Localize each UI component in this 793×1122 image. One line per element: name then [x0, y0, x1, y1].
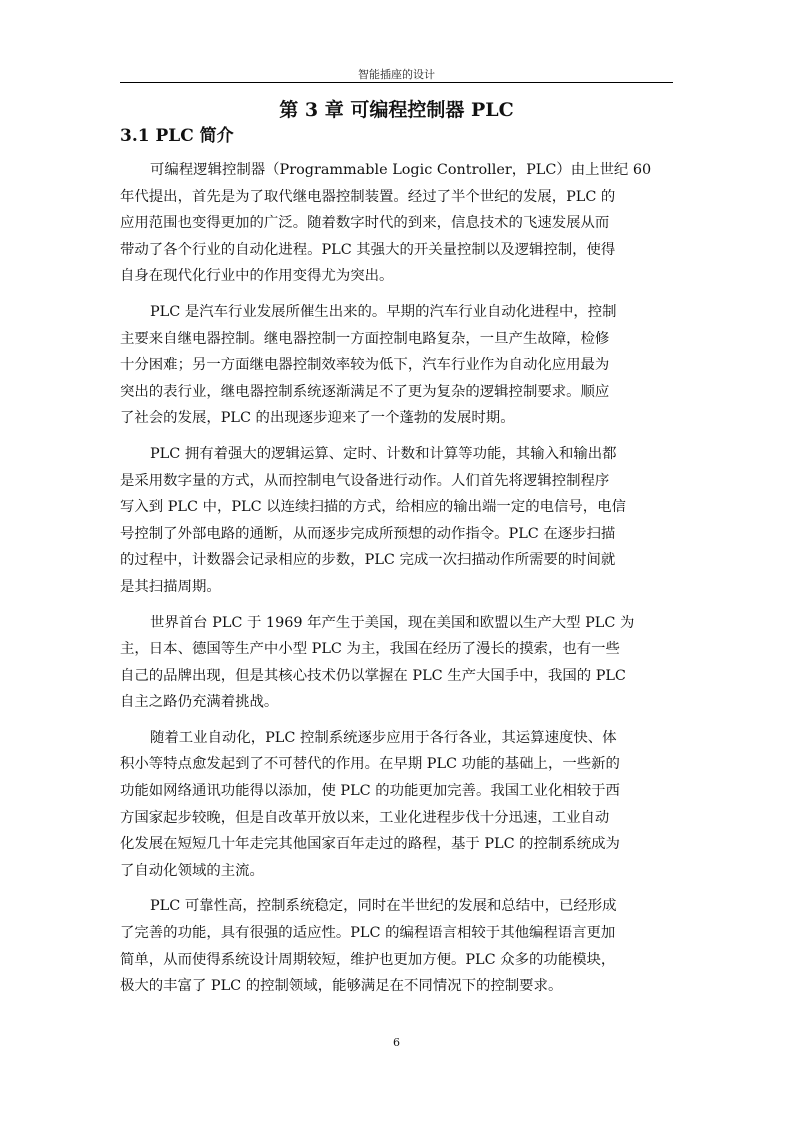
text-line: 主，日本、德国等生产中小型 PLC 为主，我国在经历了漫长的摸索，也有一些 [120, 641, 620, 658]
text-line: 化发展在短短几十年走完其他国家百年走过的路程，基于 PLC 的控制系统成为 [120, 836, 620, 853]
text-line: 十分困难；另一方面继电器控制效率较为低下，汽车行业作为自动化应用最为 [120, 357, 610, 374]
text-line: PLC 可靠性高，控制系统稳定，同时在半世纪的发展和总结中，已经形成 [150, 898, 617, 915]
text-line: PLC 是汽车行业发展所催生出来的。早期的汽车行业自动化进程中，控制 [150, 303, 617, 320]
body-text [120, 157, 673, 1009]
text-line: 自身在现代化行业中的作用变得尤为突出。 [120, 268, 394, 285]
text-line: 了自动化领域的主流。 [120, 862, 264, 879]
header-rule [120, 82, 673, 83]
chapter-title: 第 3 章 可编程控制器 PLC [279, 99, 514, 121]
text-line: 的过程中，计数器会记录相应的步数，PLC 完成一次扫描动作所需要的时间就 [120, 552, 616, 569]
text-line: 可编程逻辑控制器（Programmable Logic Controller，PLC）由上世纪 60 [150, 162, 652, 178]
text-line: 随着工业自动化，PLC 控制系统逐步应用于各行各业，其运算速度快、体 [150, 729, 617, 746]
text-line: 积小等特点愈发起到了不可替代的作用。在早期 PLC 功能的基础上，一些新的 [120, 756, 620, 773]
text-line: 了社会的发展，PLC 的出现逐步迎来了一个蓬勃的发展时期。 [120, 410, 515, 427]
text-line: 自己的品牌出现，但是其核心技术仍以掌握在 PLC 生产大国手中，我国的 PLC [120, 667, 626, 684]
text-line: PLC 拥有着强大的逻辑运算、定时、计数和计算等功能，其输入和输出都 [150, 445, 617, 462]
text-line: 应用范围也变得更加的广泛。随着数字时代的到来，信息技术的飞速发展从而 [120, 215, 610, 232]
text-line: 是其扫描周期。 [120, 578, 221, 595]
paragraph [120, 157, 673, 290]
paragraph [120, 299, 673, 432]
text-line: 简单，从而使得系统设计周期较短，维护也更加方便。PLC 众多的功能模块， [120, 951, 616, 968]
text-line: 极大的丰富了 PLC 的控制领域，能够满足在不同情况下的控制要求。 [120, 978, 563, 995]
text-line: 方国家起步较晚，但是自改革开放以来，工业化进程步伐十分迅速，工业自动 [120, 809, 610, 826]
paragraph [120, 441, 673, 601]
text-line: 了完善的功能，具有很强的适应性。PLC 的编程语言相较于其他编程语言更加 [120, 925, 616, 942]
text-line: 突出的表行业，继电器控制系统逐渐满足不了更为复杂的逻辑控制要求。顺应 [120, 383, 610, 400]
running-header: 智能插座的设计 [358, 68, 435, 81]
text-line: 主要来自继电器控制。继电器控制一方面控制电路复杂，一旦产生故障，检修 [120, 330, 610, 347]
text-line: 世界首台 PLC 于 1969 年产生于美国，现在美国和欧盟以生产大型 PLC 为 [150, 614, 635, 631]
text-line: 号控制了外部电路的通断，从而逐步完成所预想的动作指令。PLC 在逐步扫描 [120, 525, 616, 542]
text-line: 写入到 PLC 中，PLC 以连续扫描的方式，给相应的输出端一定的电信号，电信 [120, 499, 626, 516]
paragraph [120, 725, 673, 885]
paragraph [120, 610, 673, 716]
text-line: 年代提出，首先是为了取代继电器控制装置。经过了半个世纪的发展，PLC 的 [120, 188, 616, 205]
text-line: 带动了各个行业的自动化进程。PLC 其强大的开关量控制以及逻辑控制，使得 [120, 241, 616, 258]
text-line: 自主之路仍充满着挑战。 [120, 694, 279, 711]
paragraph [120, 893, 673, 999]
page-number: 6 [393, 1036, 400, 1049]
text-line: 是采用数字量的方式，从而控制电气设备进行动作。人们首先将逻辑控制程序 [120, 472, 610, 489]
text-line: 功能如网络通讯功能得以添加，使 PLC 的功能更加完善。我国工业化相较于西 [120, 783, 620, 800]
section-title: 3.1 PLC 简介 [120, 126, 234, 146]
